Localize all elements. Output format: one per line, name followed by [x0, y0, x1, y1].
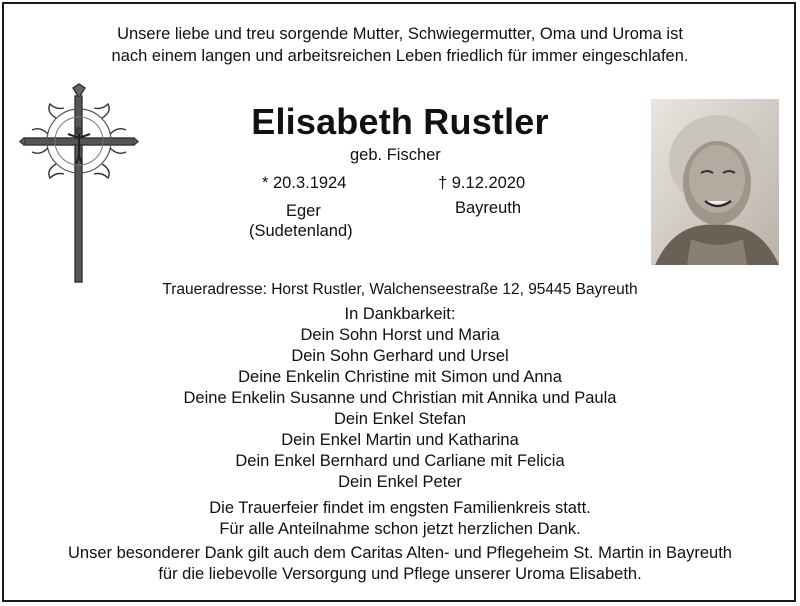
intro-line-1: Unsere liebe und treu sorgende Mutter, Schwiegermutter, Oma und Uroma ist: [117, 25, 683, 43]
mourner-line: Dein Enkel Stefan: [333, 410, 467, 428]
special-thanks-line-2: für die liebevolle Versorgung und Pflege unserer Uroma Elisabeth.: [158, 565, 642, 583]
mourner-line: Dein Sohn Horst und Maria: [300, 326, 500, 344]
birth-place-region: (Sudetenland): [249, 222, 353, 240]
maiden-name: geb. Fischer: [350, 146, 441, 164]
birth-place: Eger: [286, 202, 321, 220]
mourner-line: Deine Enkelin Christine mit Simon und Anna: [238, 368, 562, 386]
mourners-heading: In Dankbarkeit:: [344, 305, 456, 323]
death-place: Bayreuth: [455, 199, 522, 217]
mourner-line: Dein Enkel Bernhard und Carliane mit Felicia: [235, 452, 565, 470]
mourner-line: Dein Sohn Gerhard und Ursel: [291, 347, 509, 365]
special-thanks-line-1: Unser besonderer Dank gilt auch dem Caritas Alten- und Pflegeheim St. Martin in Bayreuth: [67, 544, 732, 562]
mourner-line: Deine Enkelin Susanne und Christian mit Annika und Paula: [183, 389, 617, 407]
deceased-name: Elisabeth Rustler: [251, 101, 549, 142]
mourner-line: Dein Enkel Peter: [338, 473, 462, 491]
death-date: † 9.12.2020: [438, 174, 526, 192]
crucifix-icon: [18, 82, 140, 284]
ceremony-note: Die Trauerfeier findet im engsten Familienkreis statt.: [209, 499, 591, 517]
intro-line-2: nach einem langen und arbeitsreichen Leben friedlich für immer eingeschlafen.: [111, 47, 689, 65]
funeral-address: Traueradresse: Horst Rustler, Walchenseestraße 12, 95445 Bayreuth: [162, 281, 638, 298]
birth-date: * 20.3.1924: [262, 174, 347, 192]
portrait-photo: [651, 99, 779, 265]
mourner-line: Dein Enkel Martin und Katharina: [281, 431, 519, 449]
thanks-note: Für alle Anteilnahme schon jetzt herzlichen Dank.: [219, 520, 581, 538]
